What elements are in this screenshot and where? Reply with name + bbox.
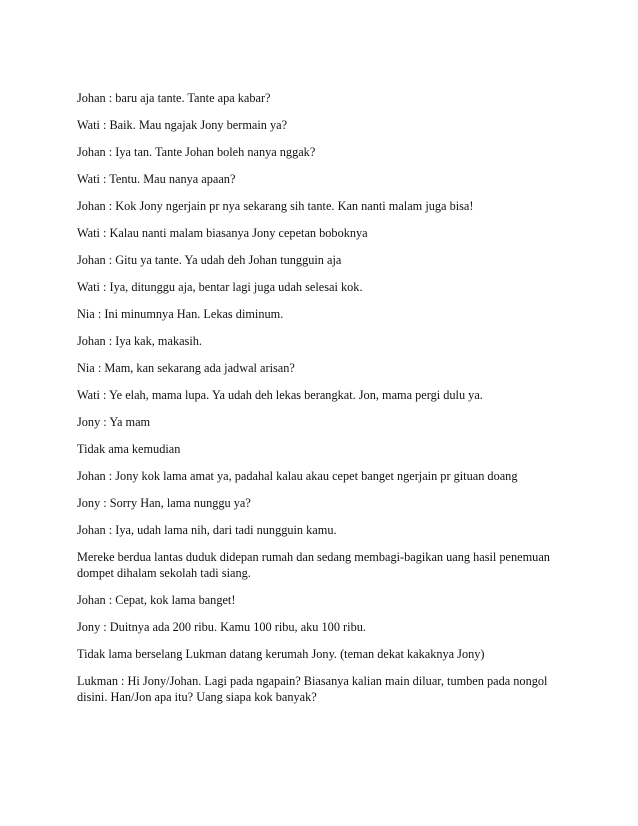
dialogue-line: Johan : Kok Jony ngerjain pr nya sekarang sih tante. Kan nanti malam juga bisa! <box>77 199 474 213</box>
dialogue-line: Johan : Jony kok lama amat ya, padahal kalau akau cepet banget ngerjain pr gituan doang <box>77 469 518 483</box>
dialogue-line: Wati : Ye elah, mama lupa. Ya udah deh lekas berangkat. Jon, mama pergi dulu ya. <box>77 388 483 402</box>
narration-line: Tidak ama kemudian <box>77 442 181 456</box>
dialogue-line: Wati : Tentu. Mau nanya apaan? <box>77 172 236 186</box>
dialogue-line: Johan : Iya kak, makasih. <box>77 334 202 348</box>
dialogue-line: Johan : baru aja tante. Tante apa kabar? <box>77 91 271 105</box>
dialogue-line: Wati : Iya, ditunggu aja, bentar lagi juga udah selesai kok. <box>77 280 363 294</box>
dialogue-line: Wati : Baik. Mau ngajak Jony bermain ya? <box>77 118 288 132</box>
dialogue-line: Lukman : Hi Jony/Johan. Lagi pada ngapain? Biasanya kalian main diluar, tumben pada nongol disini. Han/Jon apa itu? Uang siapa kok banyak? <box>77 674 551 704</box>
dialogue-line: Johan : Iya, udah lama nih, dari tadi nungguin kamu. <box>77 523 337 537</box>
dialogue-line: Wati : Kalau nanti malam biasanya Jony cepetan boboknya <box>77 226 368 240</box>
dialogue-line: Jony : Duitnya ada 200 ribu. Kamu 100 ribu, aku 100 ribu. <box>77 620 366 634</box>
dialogue-line: Nia : Mam, kan sekarang ada jadwal arisan? <box>77 361 295 375</box>
narration-line: Tidak lama berselang Lukman datang kerumah Jony. (teman dekat kakaknya Jony) <box>77 647 485 661</box>
document-body <box>77 90 577 716</box>
narration-line: Mereke berdua lantas duduk didepan rumah dan sedang membagi-bagikan uang hasil penemuan dompet dihalam sekolah tadi siang. <box>77 550 554 580</box>
dialogue-line: Jony : Sorry Han, lama nunggu ya? <box>77 496 251 510</box>
dialogue-line: Johan : Cepat, kok lama banget! <box>77 593 236 607</box>
dialogue-line: Johan : Iya tan. Tante Johan boleh nanya nggak? <box>77 145 316 159</box>
dialogue-line: Jony : Ya mam <box>77 415 151 429</box>
dialogue-line: Johan : Gitu ya tante. Ya udah deh Johan tungguin aja <box>77 253 342 267</box>
dialogue-line: Nia : Ini minumnya Han. Lekas diminum. <box>77 307 284 321</box>
